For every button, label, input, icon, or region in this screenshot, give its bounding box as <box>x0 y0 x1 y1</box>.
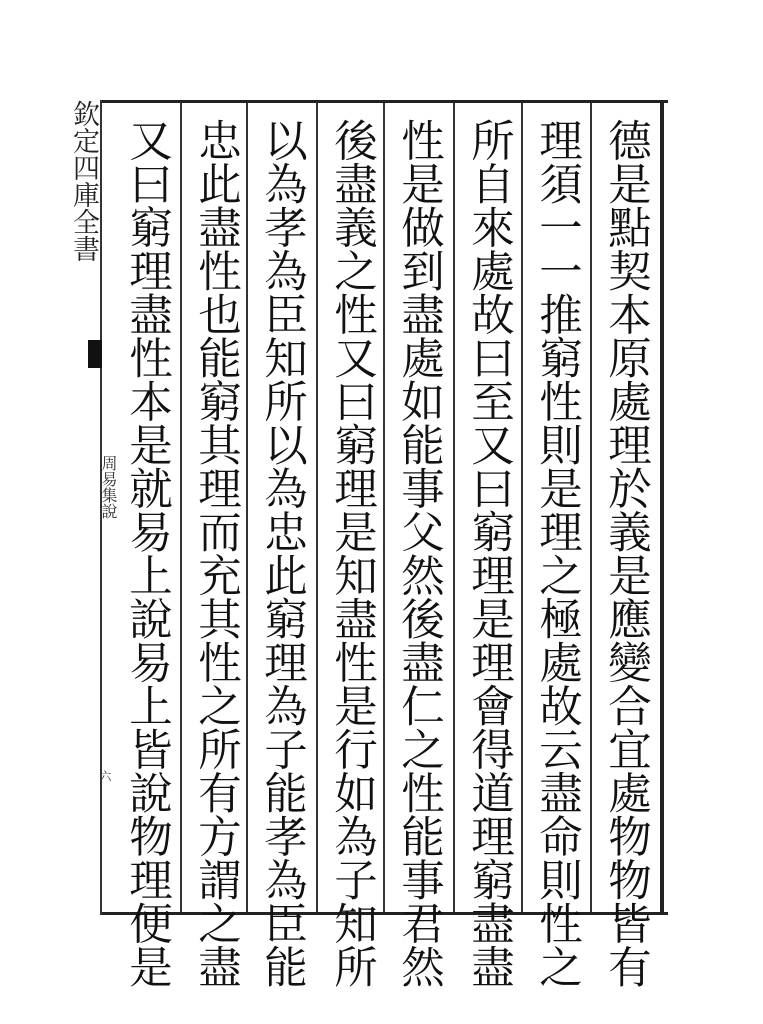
text-column-6: 以為孝為臣知所以為忠此窮理為子能孝為臣能 <box>257 118 307 988</box>
column-rule <box>246 103 248 912</box>
column-rule <box>590 103 592 912</box>
folio-number: 六 <box>98 770 112 782</box>
frame-right-border <box>660 100 664 915</box>
text-column-5: 後盡義之性又曰窮理是知盡性是行如為子知所 <box>327 118 377 988</box>
column-rule <box>521 103 523 912</box>
margin-book-title: 周易集說 <box>99 455 118 519</box>
edge-title: 欽定四庫全書 <box>68 100 99 262</box>
column-rule <box>453 103 455 912</box>
column-rule <box>383 103 385 912</box>
text-column-4: 性是做到盡處如能事父然後盡仁之性能事君然 <box>394 118 444 988</box>
text-column-7: 忠此盡性也能窮其理而充其性之所有方謂之盡 <box>191 118 241 988</box>
fishtail-mark <box>88 340 102 368</box>
text-column-1: 德是點契本原處理於義是應變合宜處物物皆有 <box>601 118 651 988</box>
column-rule <box>316 103 318 912</box>
text-column-8: 又曰窮理盡性本是就易上說易上皆說物理便是 <box>122 118 172 988</box>
text-column-3: 所自來處故曰至又曰窮理是理會得道理窮盡盡 <box>464 118 514 988</box>
column-rule <box>180 103 182 912</box>
text-column-2: 理須一一推窮性則是理之極處故云盡命則性之 <box>532 118 582 988</box>
